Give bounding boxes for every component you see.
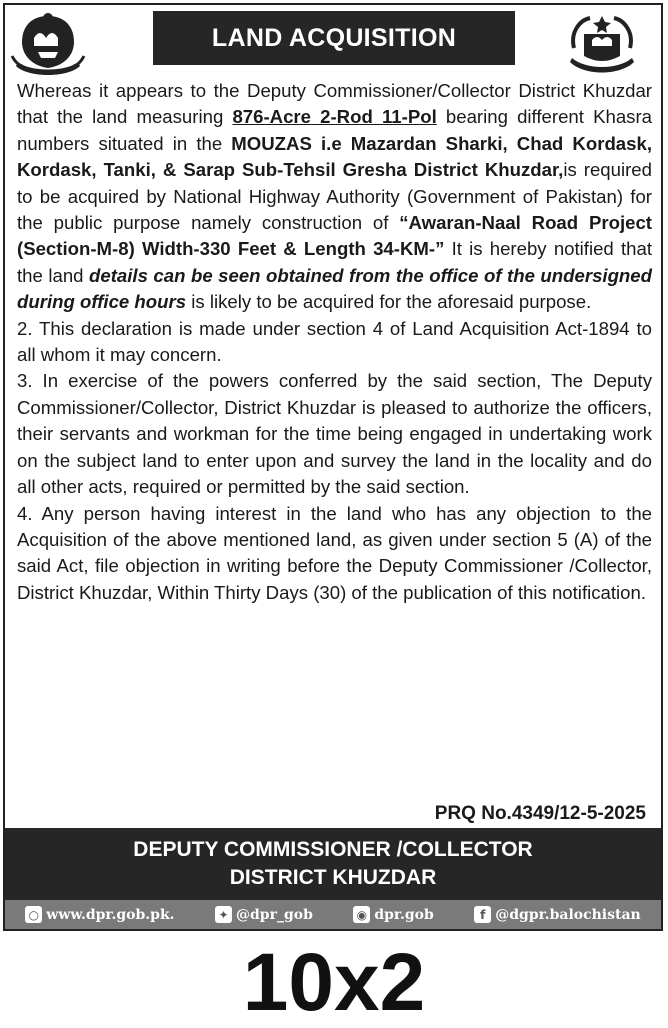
footer-website: [25, 906, 174, 923]
paragraph-1-text: Whereas it appears to the Deputy Commissioner/Collector District Khuzdar that the land measuring: [17, 80, 652, 128]
ad-size-label: 10x2: [242, 937, 426, 1028]
footer-instagram: [353, 906, 433, 923]
facebook-handle: @dgpr.balochistan: [495, 906, 641, 923]
project-name: “Awaran-Naal Road Project (Section-M-8) Width-330 Feet & Length 34-KM-”: [17, 212, 652, 260]
instagram-icon: ◉: [353, 906, 370, 923]
land-area: 876-Acre 2-Rod 11-Pol: [232, 106, 437, 128]
footer-contacts: [5, 900, 661, 929]
details-note: details can be seen obtained from the office of the undersigned during office hours: [17, 264, 652, 313]
paragraph-1: [17, 78, 652, 316]
paragraph-1-text: is likely to be acquired for the aforesaid purpose.: [186, 291, 592, 313]
facebook-icon: f: [474, 906, 491, 923]
globe-icon: ○: [25, 906, 42, 923]
instagram-handle: dpr.gob: [374, 906, 434, 923]
signature-title: DEPUTY COMMISSIONER /COLLECTOR: [133, 838, 533, 861]
paragraph-1-text: bearing different Khasra numbers situated in the: [17, 106, 652, 154]
footer-twitter: [215, 906, 313, 923]
mouzas-list: MOUZAS i.e Mazardan Sharki, Chad Kordask, Kordask, Tanki, & Sarap Sub-Tehsil Gresha District Khuzdar,: [17, 132, 652, 181]
paragraph-4: 4. Any person having interest in the land who has any objection to the Acquisition of the above mentioned land, as given under section 5 (A) of the said Act, file objection in writing before the Deputy Commissioner /Collector, District Khuzdar, Within Thirty Days (30) of the publication of this notification.: [17, 502, 652, 603]
paragraph-2: 2. This declaration is made under section 4 of Land Acquisition Act-1894 to all whom it may concern.: [17, 317, 652, 366]
notice-title: LAND ACQUISITION: [153, 11, 515, 65]
balochistan-emblem-logo: [8, 8, 88, 80]
prq-number: PRQ No.4349/12-5-2025: [434, 803, 646, 824]
notice-body: [17, 78, 652, 606]
website-text: www.dpr.gob.pk.: [46, 906, 175, 923]
twitter-handle: @dpr_gob: [236, 906, 313, 923]
footer-facebook: [474, 906, 640, 923]
signature-block: [5, 828, 661, 900]
paragraph-1-text: It is hereby notified that the land: [17, 238, 652, 286]
twitter-icon: ✦: [215, 906, 232, 923]
paragraph-1-text: is required to be acquired by National Highway Authority (Government of Pakistan) for the public purpose namely construction of: [17, 159, 652, 234]
paragraph-3: 3. In exercise of the powers conferred by the said section, The Deputy Commissioner/Collector, District Khuzdar is pleased to authorize the officers, their servants and workman for the time being engaged in undertaking work on the subject land to enter upon and survey the land in the locality and do all other acts, required or permitted by the said section.: [17, 370, 652, 498]
dgpr-emblem-logo: [560, 10, 644, 82]
signature-district: DISTRICT KHUZDAR: [229, 866, 437, 889]
